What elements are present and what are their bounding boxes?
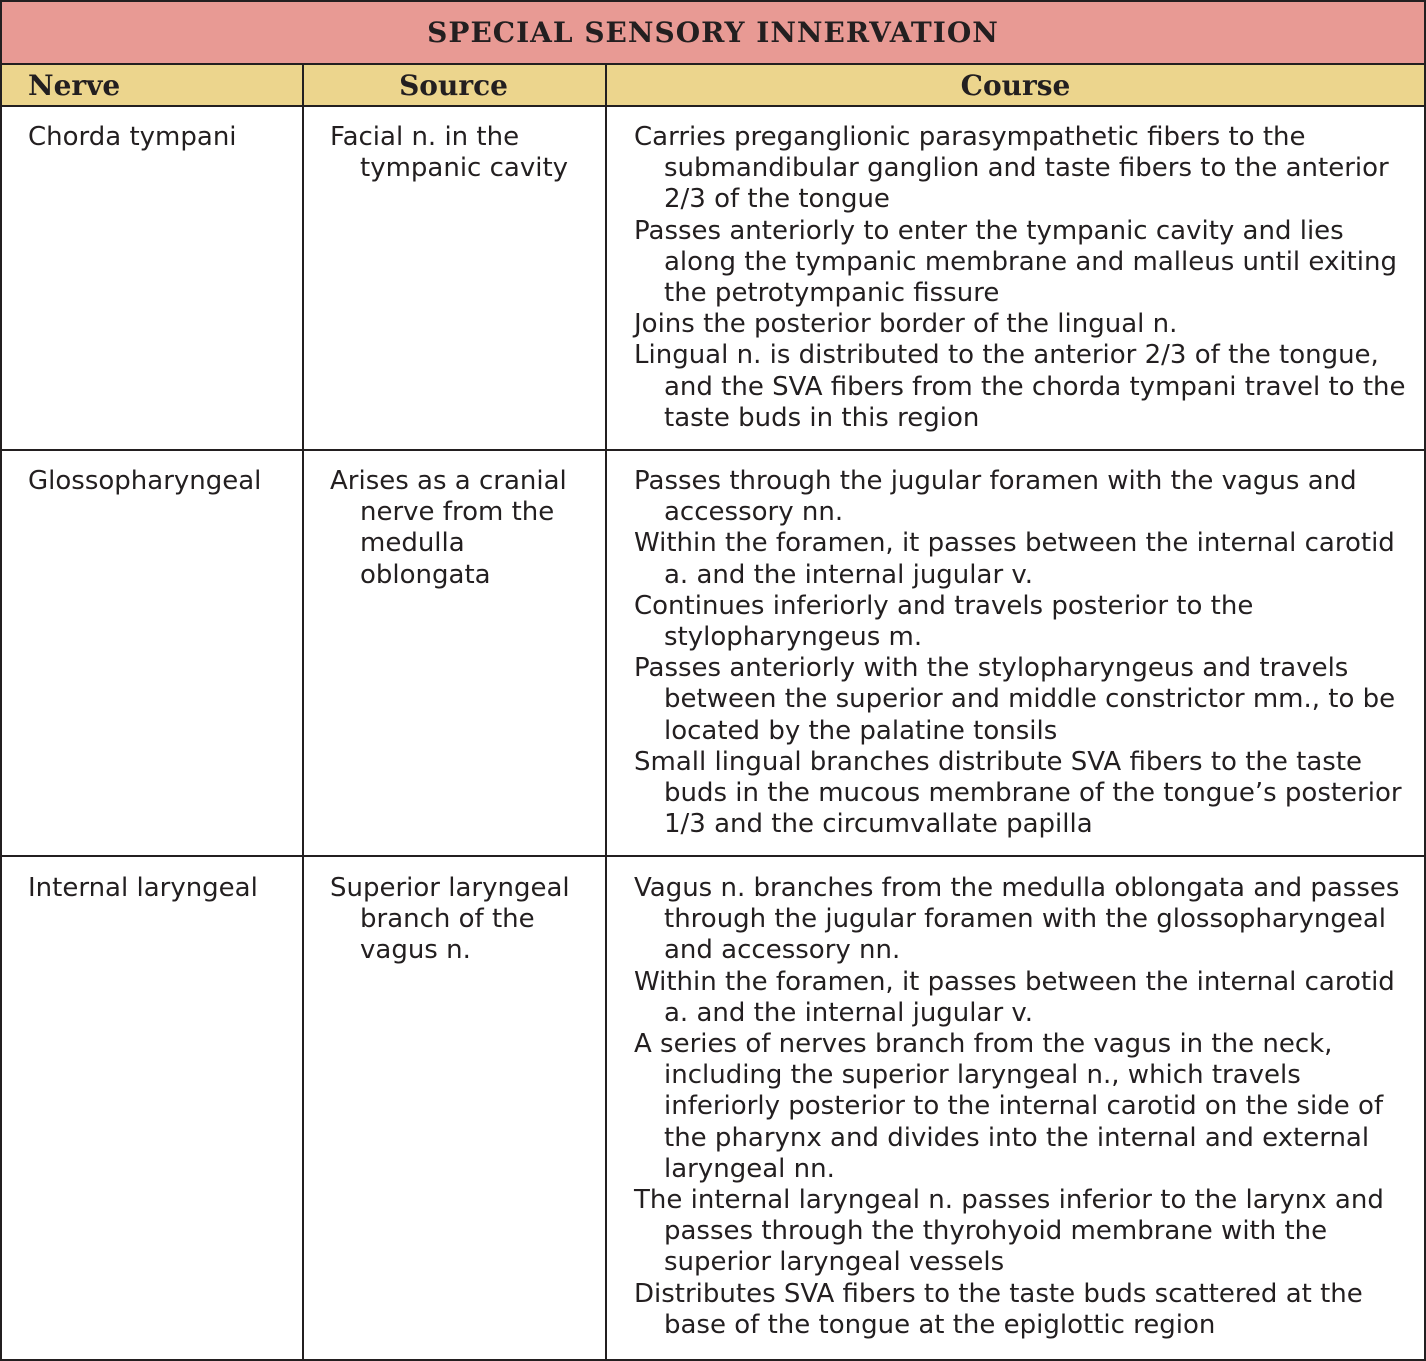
source-text: Superior laryngeal branch of the vagus n. <box>330 873 570 966</box>
course-item: Lingual n. is distributed to the anterior 2/3 of the tongue, and the SVA fibers from the chorda tympani travel to the taste buds in this region <box>634 340 1406 433</box>
row-divider <box>2 449 1424 451</box>
table-title: SPECIAL SENSORY INNERVATION <box>2 2 1424 65</box>
column-divider <box>302 65 304 1359</box>
source-cell <box>330 466 598 591</box>
nerve-cell: Internal laryngeal <box>28 873 258 903</box>
course-cell <box>634 466 1418 840</box>
row-divider <box>2 855 1424 857</box>
course-item: Small lingual branches distribute SVA fibers to the taste buds in the mucous membrane of the tongue’s posterior 1/3 and the circumvallate papilla <box>634 746 1402 840</box>
table-header-row <box>2 65 1424 107</box>
course-item: The internal laryngeal n. passes inferior to the larynx and passes through the thyrohyoid membrane with the superior laryngeal vessels <box>634 1185 1384 1278</box>
course-item: Carries preganglionic parasympathetic fibers to the submandibular ganglion and taste fibers to the anterior 2/3 of the tongue <box>634 122 1389 215</box>
course-item: Passes through the jugular foramen with the vagus and accessory nn. <box>634 466 1357 528</box>
course-item: Vagus n. branches from the medulla oblongata and passes through the jugular foramen with the glossopharyngeal and accessory nn. <box>634 873 1400 966</box>
course-item: Within the foramen, it passes between the internal carotid a. and the internal jugular v. <box>634 966 1395 1028</box>
course-item: Passes anteriorly to enter the tympanic cavity and lies along the tympanic membrane and malleus until exiting the petrotympanic fissure <box>634 215 1397 309</box>
source-cell <box>330 873 598 967</box>
header-source: Source <box>399 68 508 102</box>
nerve-cell: Chorda tympani <box>28 122 237 152</box>
course-item: Joins the posterior border of the lingual n. <box>634 309 1178 340</box>
course-item: Distributes SVA fibers to the taste buds scattered at the base of the tongue at the epiglottic region <box>634 1278 1363 1340</box>
course-cell <box>634 122 1418 434</box>
course-item: Within the foramen, it passes between the internal carotid a. and the internal jugular v. <box>634 528 1395 590</box>
column-divider <box>605 65 607 1359</box>
course-cell <box>634 873 1418 1341</box>
course-item: Passes anteriorly with the stylopharyngeus and travels between the superior and middle constrictor mm., to be located by the palatine tonsils <box>634 653 1396 746</box>
source-text: Facial n. in the tympanic cavity <box>330 122 569 184</box>
header-course: Course <box>960 68 1071 102</box>
source-text: Arises as a cranial nerve from the medulla oblongata <box>330 466 567 590</box>
course-item: Continues inferiorly and travels posterior to the stylopharyngeus m. <box>634 590 1254 653</box>
course-item: A series of nerves branch from the vagus in the neck, including the superior laryngeal n., which travels inferiorly posterior to the internal carotid on the side of the pharynx and divides into the internal and external laryngeal nn. <box>634 1029 1384 1184</box>
header-nerve: Nerve <box>28 68 121 102</box>
nerve-cell: Glossopharyngeal <box>28 466 262 496</box>
source-cell <box>330 122 598 184</box>
